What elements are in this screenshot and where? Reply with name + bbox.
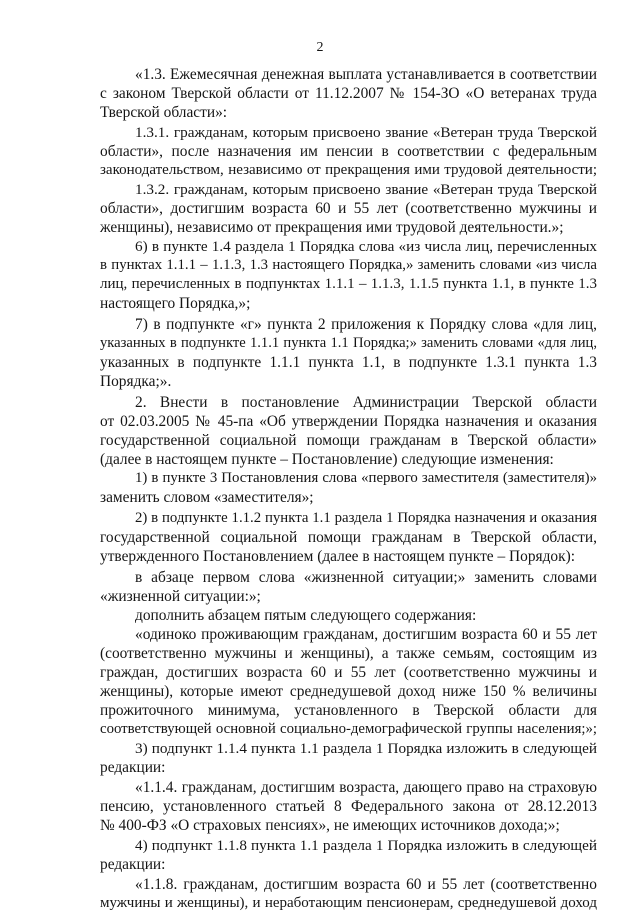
text-line: 4) подпункт 1.1.8 пункта 1.1 раздела 1 Порядка изложить в следующей — [135, 837, 597, 854]
text-line: пенсию, установленного статьей 8 Федерального закона от 28.12.2013 — [100, 798, 597, 815]
text-line: редакции: — [100, 856, 166, 873]
text-line: Порядка;». — [100, 373, 172, 390]
text-line: мужчины и женщины), и неработающим пенсионерам, среднедушевой доход — [100, 895, 597, 911]
text-line: 3) подпункт 1.1.4 пункта 1.1 раздела 1 Порядка изложить в следующей — [135, 740, 597, 757]
text-line: (далее в настоящем пункте – Постановление) следующие изменения: — [100, 451, 554, 468]
text-line: области», достигшим возраста 60 и 55 лет (соответственно мужчины и — [100, 200, 597, 217]
text-line: настоящего Порядка,»; — [100, 295, 251, 312]
text-line: прожиточного минимума, установленного в Тверской области для — [100, 702, 597, 719]
text-line: «1.1.4. гражданам, достигшим возраста, дающего право на страховую — [135, 779, 597, 796]
text-line: 1) в пункте 3 Постановления слова «первого заместителя (заместителя)» — [135, 470, 597, 486]
text-line: утвержденного Постановлением (далее в настоящем пункте – Порядок): — [100, 548, 576, 565]
text-line: (соответственно мужчины и женщины), а также семьям, состоящим из — [100, 645, 597, 662]
text-line: «одиноко проживающим гражданам, достигшим возраста 60 и 55 лет — [135, 626, 597, 643]
text-line: лиц, перечисленных в подпунктах 1.1.1 – 1.1.3, 1.1.5 пункта 1.1, в пункте 1.3 — [100, 276, 597, 292]
text-line: редакции: — [100, 759, 166, 776]
text-line: «1.3. Ежемесячная денежная выплата устанавливается в соответствии — [135, 66, 597, 83]
text-line: указанных в подпункте 1.1.1 пункта 1.1, в подпункте 1.3.1 пункта 1.3 — [100, 354, 597, 371]
text-line: с законом Тверской области от 11.12.2007 № 154-ЗО «О ветеранах труда — [100, 85, 597, 102]
page-number: 2 — [316, 40, 324, 55]
text-line: женщины), которые имеют среднедушевой доход ниже 150 % величины — [100, 683, 597, 700]
text-line: «1.1.8. гражданам, достигшим возраста 60 и 55 лет (соответственно — [135, 876, 597, 893]
text-line: Тверской области»: — [100, 104, 228, 121]
text-line: области», после назначения им пенсии в соответствии с федеральным — [100, 143, 597, 160]
text-line: соответствующей основной социально-демографической группы населения;»; — [100, 721, 597, 737]
text-line: женщины), независимо от прекращения ими трудовой деятельности.»; — [100, 219, 564, 236]
text-line: № 400-ФЗ «О страховых пенсиях», не имеющих источников дохода;»; — [100, 817, 560, 834]
text-line: в абзаце первом слова «жизненной ситуации;» заменить словами — [135, 569, 597, 586]
text-line: 2. Внести в постановление Администрации Тверской области — [135, 394, 597, 411]
text-line: 2) в подпункте 1.1.2 пункта 1.1 раздела 1 Порядка назначения и оказания — [135, 510, 597, 526]
text-line: в пунктах 1.1.1 – 1.1.3, 1.3 настоящего Порядка,» заменить словами «из числа — [100, 257, 597, 273]
text-line: «жизненной ситуации:»; — [100, 588, 261, 605]
text-line: 1.3.2. гражданам, которым присвоено звание «Ветеран труда Тверской — [135, 181, 597, 198]
text-line: граждан, достигших возраста 60 и 55 лет (соответственно мужчины и — [100, 664, 597, 681]
text-line: государственной социальной помощи гражданам в Тверской области, — [100, 529, 597, 546]
text-line: 7) в подпункте «г» пункта 2 приложения к Порядку слова «для лиц, — [135, 316, 597, 333]
text-line: от 02.03.2005 № 45-па «Об утверждении Порядка назначения и оказания — [100, 413, 597, 430]
text-line: указанных в подпункте 1.1.1 пункта 1.1 Порядка;» заменить словами «для лиц, — [100, 335, 597, 351]
text-line: 6) в пункте 1.4 раздела 1 Порядка слова «из числа лиц, перечисленных — [135, 238, 597, 255]
text-line: дополнить абзацем пятым следующего содержания: — [135, 607, 477, 624]
text-line: государственной социальной помощи гражданам в Тверской области» — [100, 432, 597, 449]
text-line: законодательством, независимо от прекращения ими трудовой деятельности; — [100, 162, 597, 178]
text-line: 1.3.1. гражданам, которым присвоено звание «Ветеран труда Тверской — [135, 124, 597, 141]
text-line: заменить словом «заместителя»; — [100, 489, 314, 506]
